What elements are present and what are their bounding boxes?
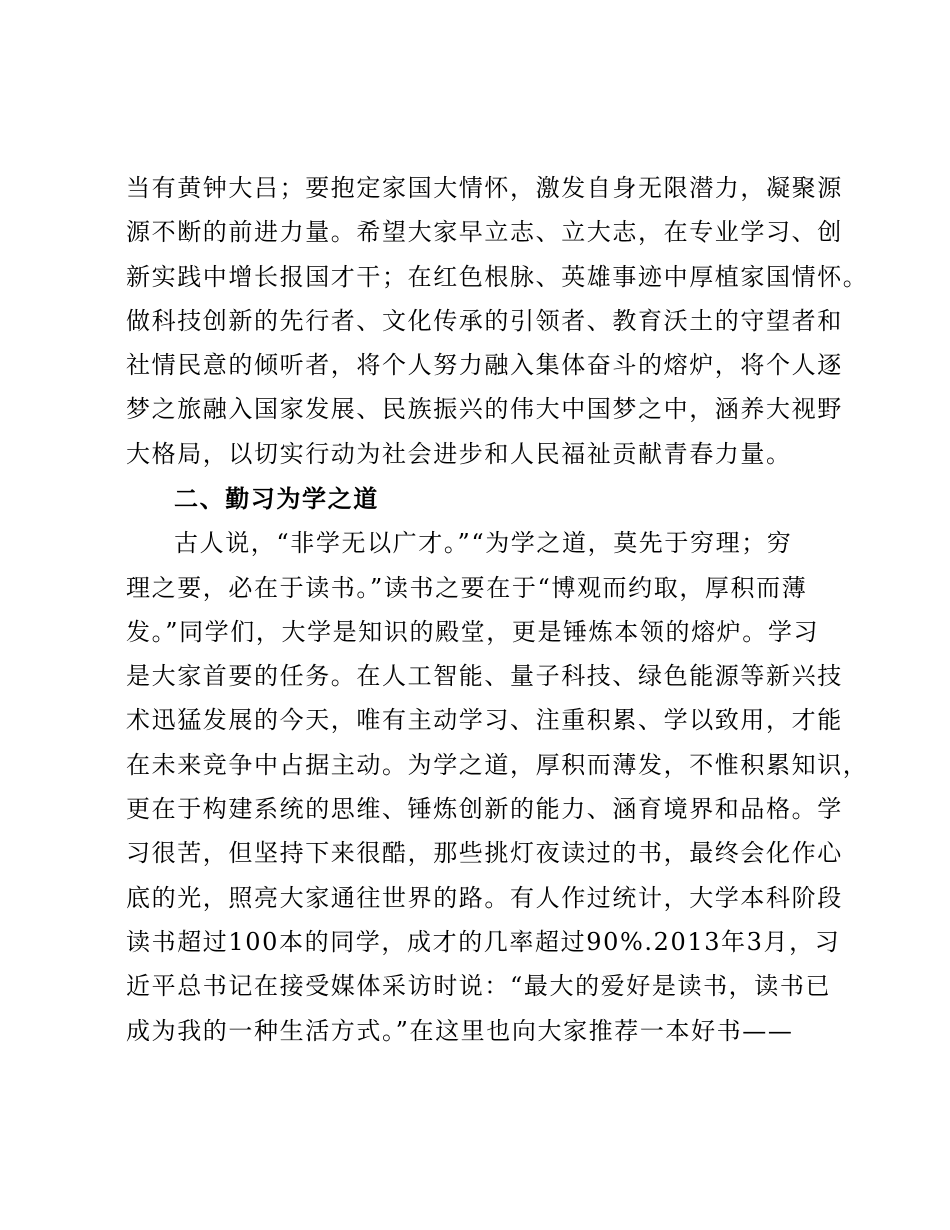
paragraph-line: 发。”同学们，大学是知识的殿堂，更是锤炼本领的熔炉。学习 <box>126 617 820 646</box>
paragraph-line: 底的光，照亮大家通往世界的路。有人作过统计，大学本科阶段 <box>126 883 843 912</box>
paragraph-line: 社情民意的倾听者，将个人努力融入集体奋斗的熔炉，将个人逐 <box>126 351 843 380</box>
paragraph-line: 大格局，以切实行动为社会进步和人民福祉贡献青春力量。 <box>126 439 792 468</box>
paragraph-line: 成为我的一种生活方式。”在这里也向大家推荐一本好书—— <box>126 1016 794 1045</box>
paragraph-line: 术迅猛发展的今天，唯有主动学习、注重积累、学以致用，才能 <box>126 706 843 735</box>
paragraph-line: 理之要，必在于读书。”读书之要在于“博观而约取，厚积而薄 <box>126 573 808 602</box>
paragraph-line: 古人说，“非学无以广才。”“为学之道，莫先于穷理；穷 <box>174 529 793 558</box>
section-two <box>126 477 869 1053</box>
paragraph-line: 做科技创新的先行者、文化传承的引领者、教育沃土的守望者和 <box>126 306 843 335</box>
paragraph-line: 梦之旅融入国家发展、民族振兴的伟大中国梦之中，涵养大视野 <box>126 395 843 424</box>
paragraph-line: 更在于构建系统的思维、锤炼创新的能力、涵育境界和品格。学 <box>126 795 843 824</box>
paragraph-line: 源不断的前进力量。希望大家早立志、立大志，在专业学习、创 <box>126 218 843 247</box>
paragraph-continued <box>126 166 869 476</box>
section-heading: 二、勤习为学之道 <box>174 485 379 513</box>
paragraph-line: 新实践中增长报国才干；在红色根脉、英雄事迹中厚植家国情怀。 <box>126 262 869 291</box>
paragraph-line: 近平总书记在接受媒体采访时说：“最大的爱好是读书，读书已 <box>126 972 832 1001</box>
paragraph-line: 习很苦，但坚持下来很酷，那些挑灯夜读过的书，最终会化作心 <box>126 839 843 868</box>
paragraph-line: 在未来竞争中占据主动。为学之道，厚积而薄发，不惟积累知识， <box>126 750 869 779</box>
paragraph-line: 是大家首要的任务。在人工智能、量子科技、绿色能源等新兴技 <box>126 662 843 691</box>
paragraph-line: 当有黄钟大吕；要抱定家国大情怀，激发自身无限潜力，凝聚源 <box>126 174 843 202</box>
paragraph-line: 读书超过100本的同学，成才的几率超过90%.2013年3月，习 <box>126 927 841 956</box>
